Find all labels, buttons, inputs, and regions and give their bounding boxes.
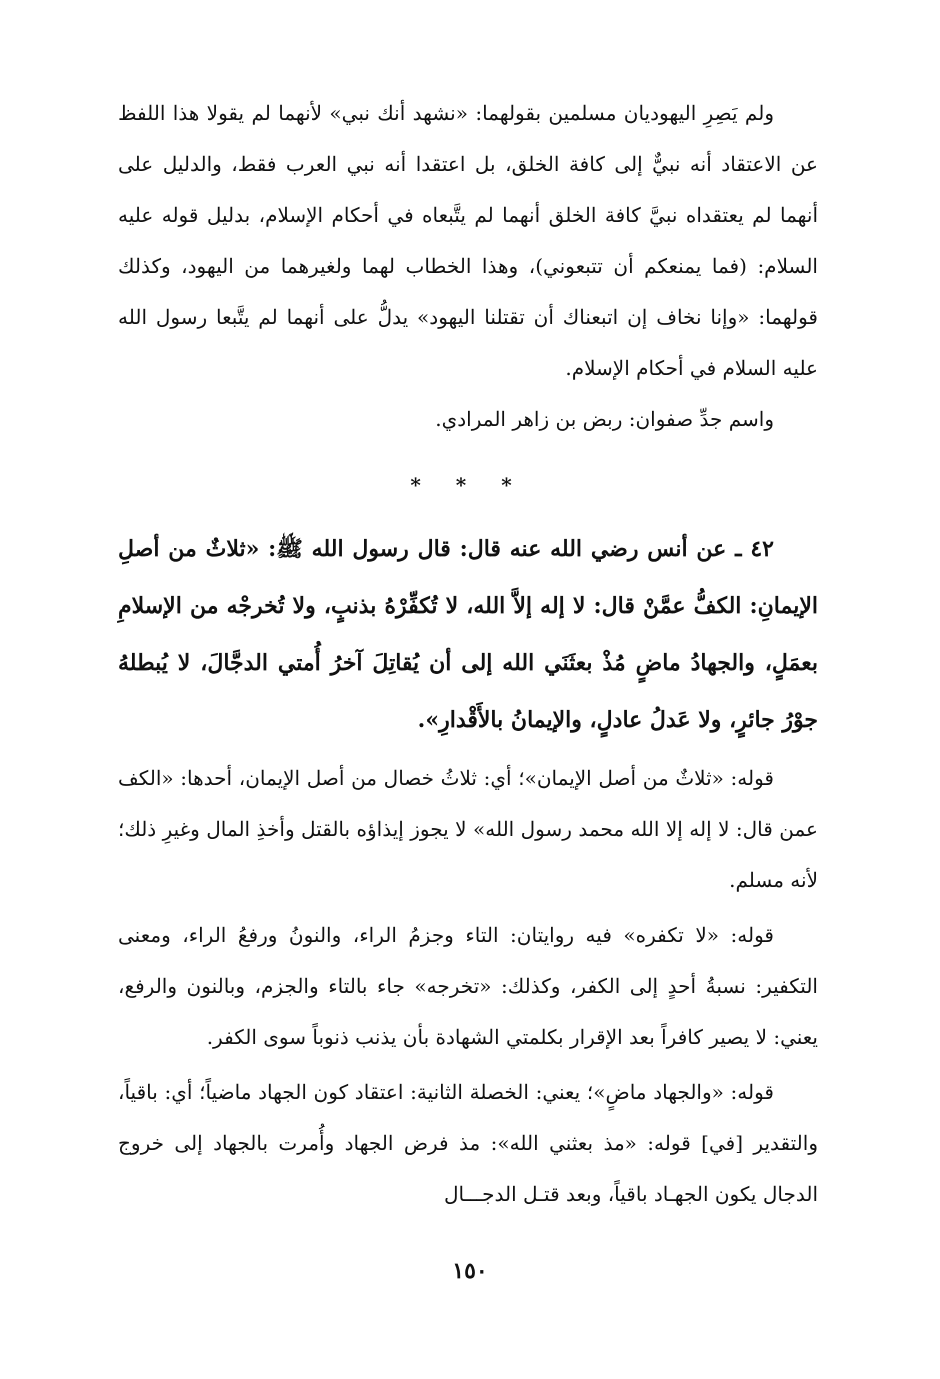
- section-separator: * * *: [410, 473, 526, 497]
- hadith-42-text: ٤٢ ـ عن أنس رضي الله عنه قال: قال رسول الله ﷺ: «ثلاثٌ من أصلِ الإيمانِ: الكفُّ عمَّنْ قال: لا إله إلاَّ الله، لا تُكفِّرْهُ بذنبٍ، ولا تُخرجْه من الإسلامِ بعمَلٍ، والجهادُ ماضٍ مُذْ بعثَنَي الله إلى أن يُقاتِلَ آخرُ أُمتي الدجَّالَ، لا يُبطلهُ جوْرُ جائرٍ، ولا عَدلُ عادلٍ، والإيمانُ بالأَقْدارِ».: [118, 536, 818, 733]
- paragraph-commentary-jihad: قوله: «والجهاد ماضٍ»؛ يعني: الخصلة الثانية: اعتقاد كون الجهاد ماضياً؛ أي: باقياً، والتقدير [في] قوله: «مذ بعثني الله»: مذ فرض الجهاد وأُمرت بالجهاد إلى خروج الدجال يكون الجهـاد باقياً، وبعد قتـل الدجـــال: [118, 1080, 818, 1206]
- paragraph-commentary-takfir: قوله: «لا تكفره» فيه روايتان: التاء وجزمُ الراء، والنونُ ورفعُ الراء، ومعنى التكفير: نسبةُ أحدٍ إلى الكفر، وكذلك: «تخرجه» جاء بالتاء والجزم، وبالنون والرفع، يعني: لا يصير كافراً بعد الإقرار بكلمتي الشهادة بأن يذنب ذنوباً سوى الكفر.: [118, 923, 818, 1049]
- paragraph-safwan-grandfather: واسم جدِّ صفوان: ربض بن زاهر المرادي.: [435, 407, 774, 431]
- page-body: [118, 88, 818, 1220]
- paragraph-jews-testimony: ولم يَصِرِ اليهوديان مسلمين بقولهما: «نشهد أنك نبي» لأنهما لم يقولا هذا اللفظ عن الاعتقاد أنه نبيٌّ إلى كافة الخلق، بل اعتقدا أنه نبي العرب فقط، والدليل على أنهما لم يعتقداه نبيَّ كافة الخلق أنهما لم يتَّبعاه في أحكام الإسلام، بدليل قوله عليه السلام: (فما يمنعكم أن تتبعوني)، وهذا الخطاب لهما ولغيرهما من اليهود، وكذلك قولهما: «وإنا نخاف إن اتبعناك أن تقتلنا اليهود» يدلُّ على أنهما لم يتَّبعا رسول الله عليه السلام في أحكام الإسلام.: [118, 101, 818, 380]
- paragraph-commentary-three: قوله: «ثلاثٌ من أصل الإيمان»؛ أي: ثلاثُ خصال من أصل الإيمان، أحدها: «الكف عمن قال: لا إله إلا الله محمد رسول الله» لا يجوز إيذاؤه بالقتل وأخذِ المال وغيرِ ذلك؛ لأنه مسلم.: [118, 766, 818, 892]
- page-number: ١٥٠: [452, 1258, 488, 1284]
